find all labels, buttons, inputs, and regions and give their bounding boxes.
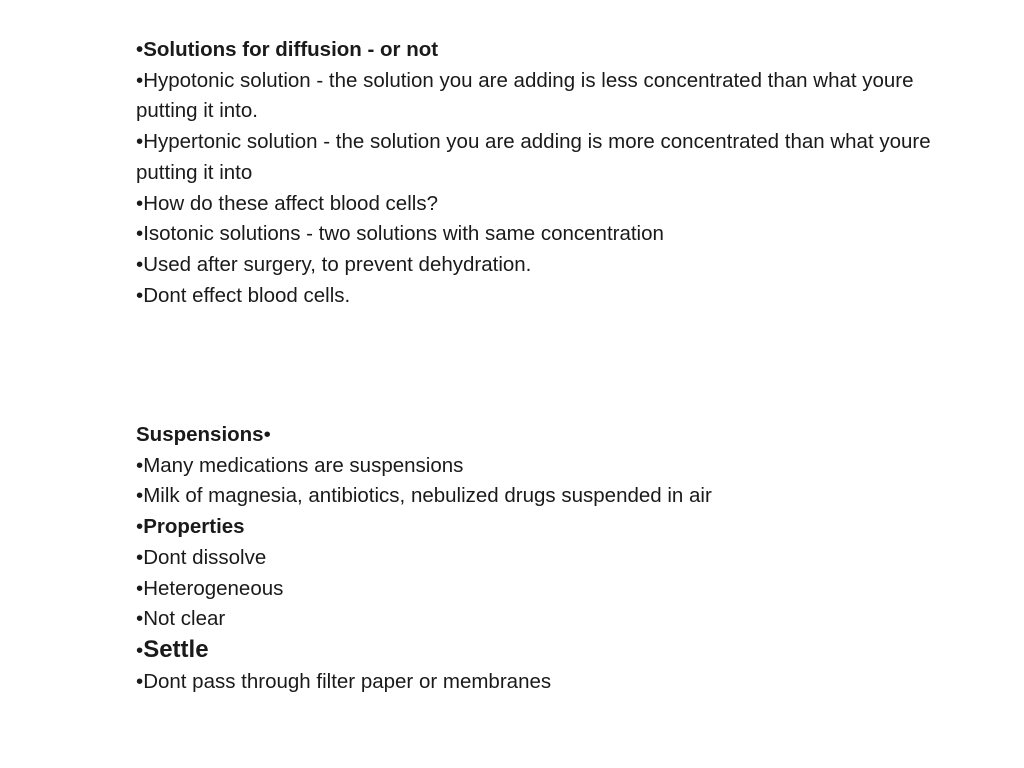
bullet: • [136,515,144,539]
bullet: • [136,453,144,477]
bullet: • [136,222,144,246]
dont-dissolve-text: Dont dissolve [143,545,267,569]
bullet: • [136,130,144,154]
many-text: Many medications are suspensions [143,453,464,477]
bullet: • [263,423,271,446]
suspensions-section [136,420,976,697]
bullet: • [136,545,144,569]
list-item [136,481,976,512]
list-item [136,543,976,574]
hypotonic-text: Hypotonic solution - the solution you are adding is less concentrated than what youre putting it into. [136,68,914,123]
list-item [136,189,976,220]
suspensions-heading-text: Suspensions [136,423,264,446]
list-item [136,574,976,605]
list-item [136,281,976,312]
dont-effect-text: Dont effect blood cells. [143,283,351,307]
bullet: • [136,484,144,508]
question-text: How do these affect blood cells? [143,191,438,215]
list-item [136,512,976,543]
isotonic-text: Isotonic solutions - two solutions with same concentration [143,222,664,246]
list-item [136,250,976,281]
diffusion-heading-text: Solutions for diffusion - or not [143,38,439,61]
examples-text: Milk of magnesia, antibiotics, nebulized drugs suspended in air [143,484,712,508]
list-item [136,667,976,698]
suspensions-heading [136,420,976,451]
bullet: • [136,669,144,693]
properties-text: Properties [143,515,245,539]
settle-text: Settle [143,635,209,663]
list-item [136,451,976,482]
list-item [136,604,976,635]
diffusion-section [136,35,976,311]
bullet: • [136,607,144,631]
used-after-text: Used after surgery, to prevent dehydration. [143,252,532,276]
not-clear-text: Not clear [143,607,226,631]
bullet: • [136,191,144,215]
bullet: • [136,38,144,61]
diffusion-heading [136,35,976,66]
list-item [136,66,976,127]
heterogeneous-text: Heterogeneous [143,576,284,600]
hypertonic-text: Hypertonic solution - the solution you are adding is more concentrated than what youre putting it into [136,130,931,184]
list-item [136,127,976,188]
list-item [136,219,976,250]
bullet: • [136,576,144,600]
list-item [136,635,976,667]
dont-pass-text: Dont pass through filter paper or membranes [143,669,552,693]
bullet: • [136,252,144,276]
bullet: • [136,283,144,307]
bullet: • [136,638,144,662]
bullet: • [136,68,144,92]
